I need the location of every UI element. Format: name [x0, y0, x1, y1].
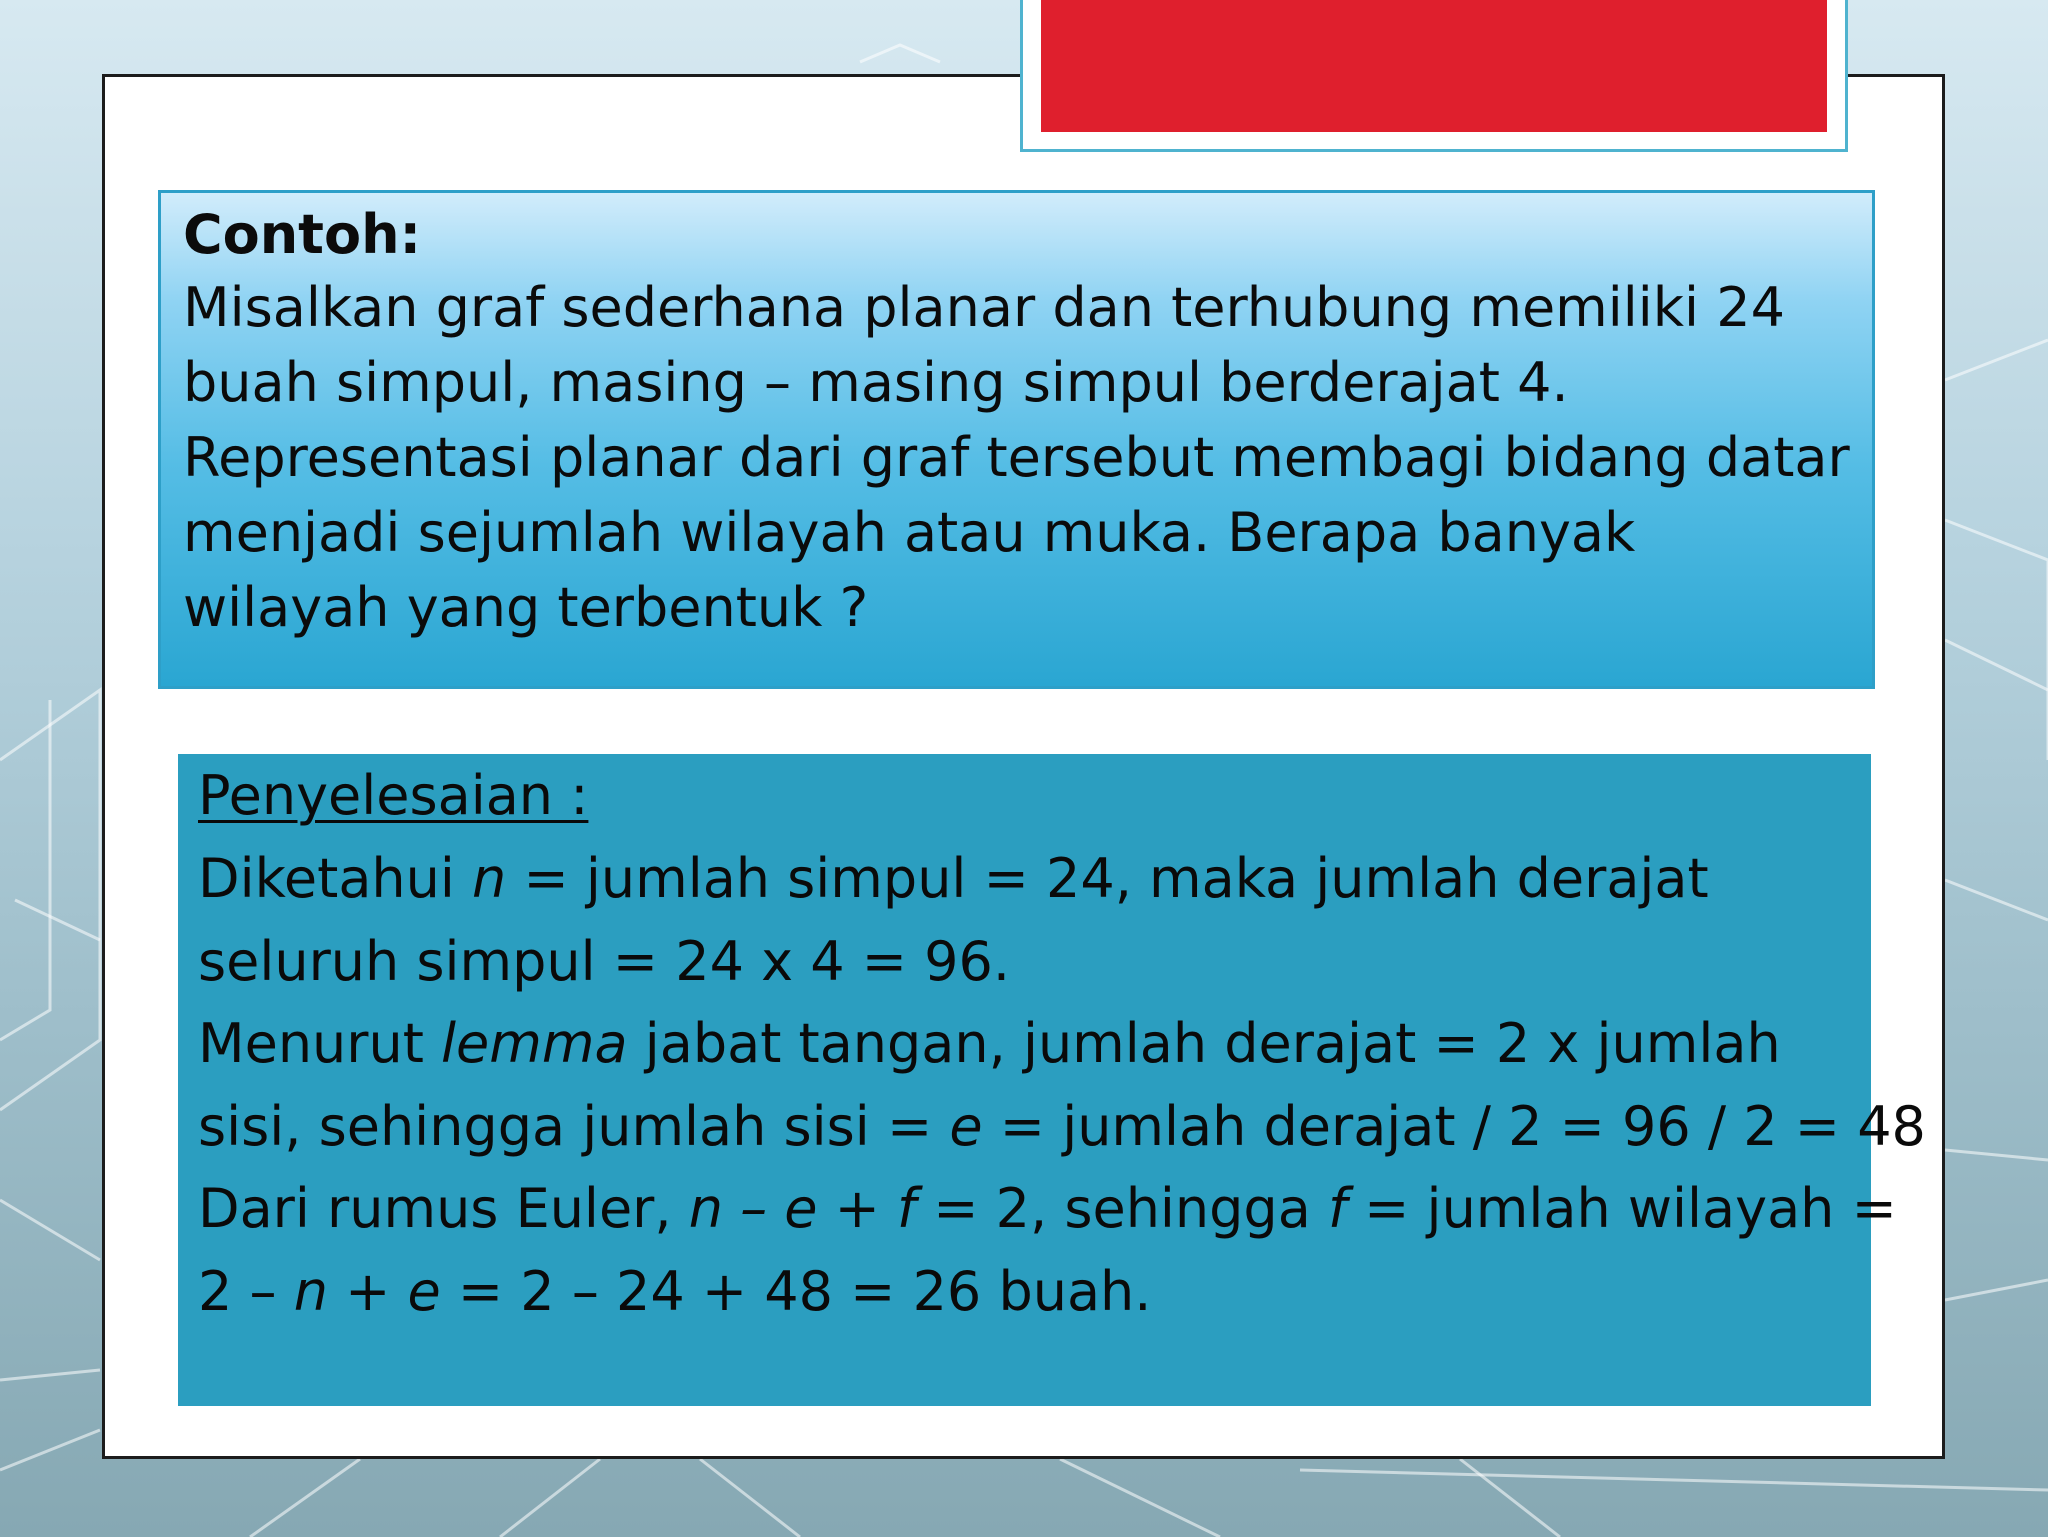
- solution-line-4: [198, 1086, 1926, 1169]
- solution-line-5: [198, 1168, 1897, 1251]
- text-segment: Dari rumus Euler,: [198, 1177, 689, 1240]
- solution-box: [178, 754, 1926, 1406]
- solution-line-6: [198, 1251, 1851, 1334]
- solution-heading: Penyelesaian :: [198, 764, 589, 827]
- math-variable: n: [293, 1259, 328, 1323]
- math-variable: n: [472, 847, 507, 910]
- text-segment: = 2 – 24 + 48 = 26 buah.: [440, 1259, 1152, 1323]
- text-segment: sisi, sehingga jumlah sisi =: [198, 1094, 950, 1158]
- question-box: [158, 190, 1875, 689]
- solution-line-3: [198, 1003, 1851, 1086]
- text-segment: +: [327, 1259, 408, 1323]
- text-segment: = jumlah simpul = 24, maka jumlah derajat: [506, 847, 1709, 910]
- text-segment: Diketahui: [198, 847, 473, 910]
- question-text: Misalkan graf sederhana planar dan terhubung memiliki 24 buah simpul, masing – masing simpul berderajat 4. Representasi planar dari graf tersebut membagi bidang datar menjadi sejumlah wilayah atau muka. Berapa banyak wilayah yang terbentuk ?: [183, 275, 1850, 639]
- title-banner: [1020, 0, 1848, 152]
- title-banner-fill: [1041, 0, 1827, 132]
- solution-line-1: [198, 838, 1851, 921]
- text-segment: 2 –: [198, 1259, 294, 1323]
- question-heading: Contoh:: [183, 203, 422, 266]
- math-variable: e: [407, 1259, 441, 1323]
- text-segment: = 2, sehingga: [916, 1177, 1328, 1240]
- text-segment: Menurut: [198, 1012, 442, 1075]
- text-segment: = jumlah derajat / 2 = 96 / 2 = 48: [982, 1094, 1926, 1158]
- math-expression: n – e + f: [688, 1177, 917, 1240]
- text-segment: jabat tangan, jumlah derajat = 2 x jumlah: [627, 1012, 1781, 1075]
- text-segment: = jumlah wilayah =: [1346, 1177, 1897, 1240]
- math-variable: e: [949, 1094, 983, 1158]
- italic-term: lemma: [441, 1012, 628, 1075]
- math-variable: f: [1327, 1177, 1347, 1240]
- solution-line-2: seluruh simpul = 24 x 4 = 96.: [198, 929, 1011, 993]
